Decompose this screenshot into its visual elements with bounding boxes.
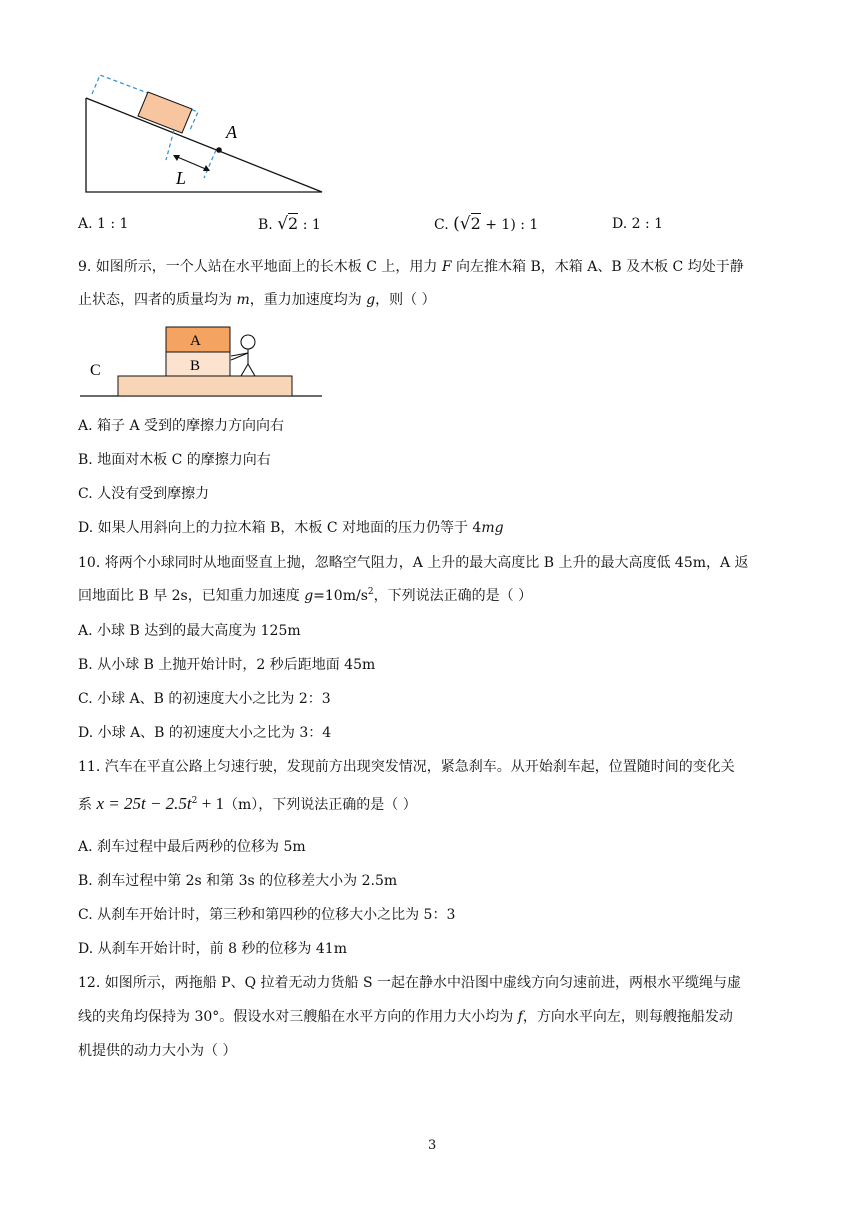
q9-mass-symbol: m [236, 292, 250, 308]
q8-option-c: C. (√2 + 1) : 1 [434, 214, 539, 234]
q9-force-symbol: F [441, 259, 452, 275]
q9-line2-mid: ，重力加速度均为 [249, 292, 367, 308]
q8-option-c-sqrt: 2 [470, 214, 481, 233]
label-box-b: B [190, 358, 201, 374]
q9-option-d-mg: mg [481, 520, 504, 536]
q10-option-b: B. 从小球 B 上抛开始计时，2 秒后距地面 45m [78, 657, 376, 673]
q10-line-1: 10. 将两个小球同时从地面竖直上抛，忽略空气阻力，A 上升的最大高度比 B 上升的最大高度低 45m，A 返 [78, 555, 749, 571]
q12-line-2 [78, 1007, 733, 1027]
q9-line-1 [78, 257, 744, 277]
incline-figure [80, 70, 330, 195]
q8-option-b-sqrt: 2 [288, 214, 299, 233]
q10-line2-pre: 回地面比 B 早 2s，已知重力加速度 [78, 588, 305, 604]
q11-option-b: B. 刹车过程中第 2s 和第 3s 的位移差大小为 2.5m [78, 873, 398, 889]
q10-line2-post: ，下列说法正确的是（ ） [373, 588, 533, 604]
q11-line-2 [78, 794, 417, 815]
q8-option-b-suffix: : 1 [302, 217, 321, 233]
q9-option-c: C. 人没有受到摩擦力 [78, 486, 210, 502]
q11-option-c: C. 从刹车开始计时，第三秒和第四秒的位移大小之比为 5：3 [78, 907, 456, 923]
q11-formula: x = 25t − 2.5t [96, 794, 192, 813]
q8-option-b-prefix: B. [258, 217, 273, 233]
q10-option-d: D. 小球 A、B 的初速度大小之比为 3：4 [78, 725, 332, 741]
q9-line2-post: ，则（ ） [375, 292, 436, 308]
q9-line1-pre: 9. 如图所示，一个人站在水平地面上的长木板 C 上，用力 [78, 259, 442, 275]
dashed-line-left [166, 130, 174, 160]
page-number: 3 [428, 1138, 437, 1153]
q9-line2-pre: 止状态，四者的质量均为 [78, 292, 237, 308]
q10-option-c: C. 小球 A、B 的初速度大小之比为 2：3 [78, 691, 331, 707]
q8-option-c-rest: + 1) : 1 [485, 217, 539, 233]
q10-g-symbol: g [304, 588, 314, 604]
q10-g-exponent: 2 [367, 587, 374, 597]
q12-line2-pre: 线的夹角均保持为 30°。假设水对三艘船在水平方向的作用力大小均为 [78, 1009, 518, 1025]
q8-option-d: D. 2 : 1 [612, 216, 664, 232]
boxes-figure [80, 322, 330, 400]
q11-option-a: A. 刹车过程中最后两秒的位移为 5m [78, 839, 306, 855]
q10-option-a: A. 小球 B 达到的最大高度为 125m [78, 623, 301, 639]
q11-line-1: 11. 汽车在平直公路上匀速行驶，发现前方出现突发情况，紧急刹车。从开始刹车起，位置随时间的变化关 [78, 759, 735, 775]
q9-option-a: A. 箱子 A 受到的摩擦力方向向右 [78, 418, 285, 434]
q8-option-b: B. √2 : 1 [258, 214, 321, 234]
label-board-c: C [90, 362, 101, 379]
person-figure [231, 335, 255, 376]
q9-g-symbol: g [366, 292, 376, 308]
q9-line-2 [78, 290, 436, 310]
q12-line2-post: ，方向水平向左，则每艘拖船发动 [522, 1009, 733, 1025]
label-box-a: A [190, 333, 201, 349]
q12-line-1: 12. 如图所示，两拖船 P、Q 拉着无动力货船 S 一起在静水中沿图中虚线方向匀速前进，两根水平缆绳与虚 [78, 975, 742, 991]
q8-option-c-prefix: C. [434, 217, 449, 233]
q11-option-d: D. 从刹车开始计时，前 8 秒的位移为 41m [78, 941, 347, 957]
q10-line-2 [78, 586, 532, 606]
q11-line2-post: （m），下列说法正确的是（ ） [223, 797, 417, 813]
q8-option-c-paren: ( [453, 214, 460, 234]
q9-option-d-pre: D. 如果人用斜向上的力拉木箱 B，木板 C 对地面的压力仍等于 4 [78, 520, 482, 536]
q10-g-value: =10m/s [313, 588, 368, 604]
q9-option-b: B. 地面对木板 C 的摩擦力向右 [78, 452, 271, 468]
q9-option-d [78, 518, 504, 538]
q12-f-symbol: f [517, 1009, 523, 1025]
label-a: A [226, 122, 237, 142]
board-c [118, 376, 292, 396]
q11-line2-pre: 系 [78, 797, 97, 813]
q11-formula-exponent: 2 [191, 796, 198, 806]
dashed-line-right [204, 150, 216, 178]
sliding-block [138, 92, 192, 133]
q12-line-3: 机提供的动力大小为（ ） [78, 1043, 237, 1059]
label-l: L [176, 168, 187, 188]
q9-line1-post: 向左推木箱 B，木箱 A、B 及木板 C 均处于静 [451, 259, 744, 275]
q11-formula-constant: + 1 [197, 794, 224, 813]
q8-option-a: A. 1 : 1 [78, 216, 129, 232]
point-a [216, 147, 222, 153]
